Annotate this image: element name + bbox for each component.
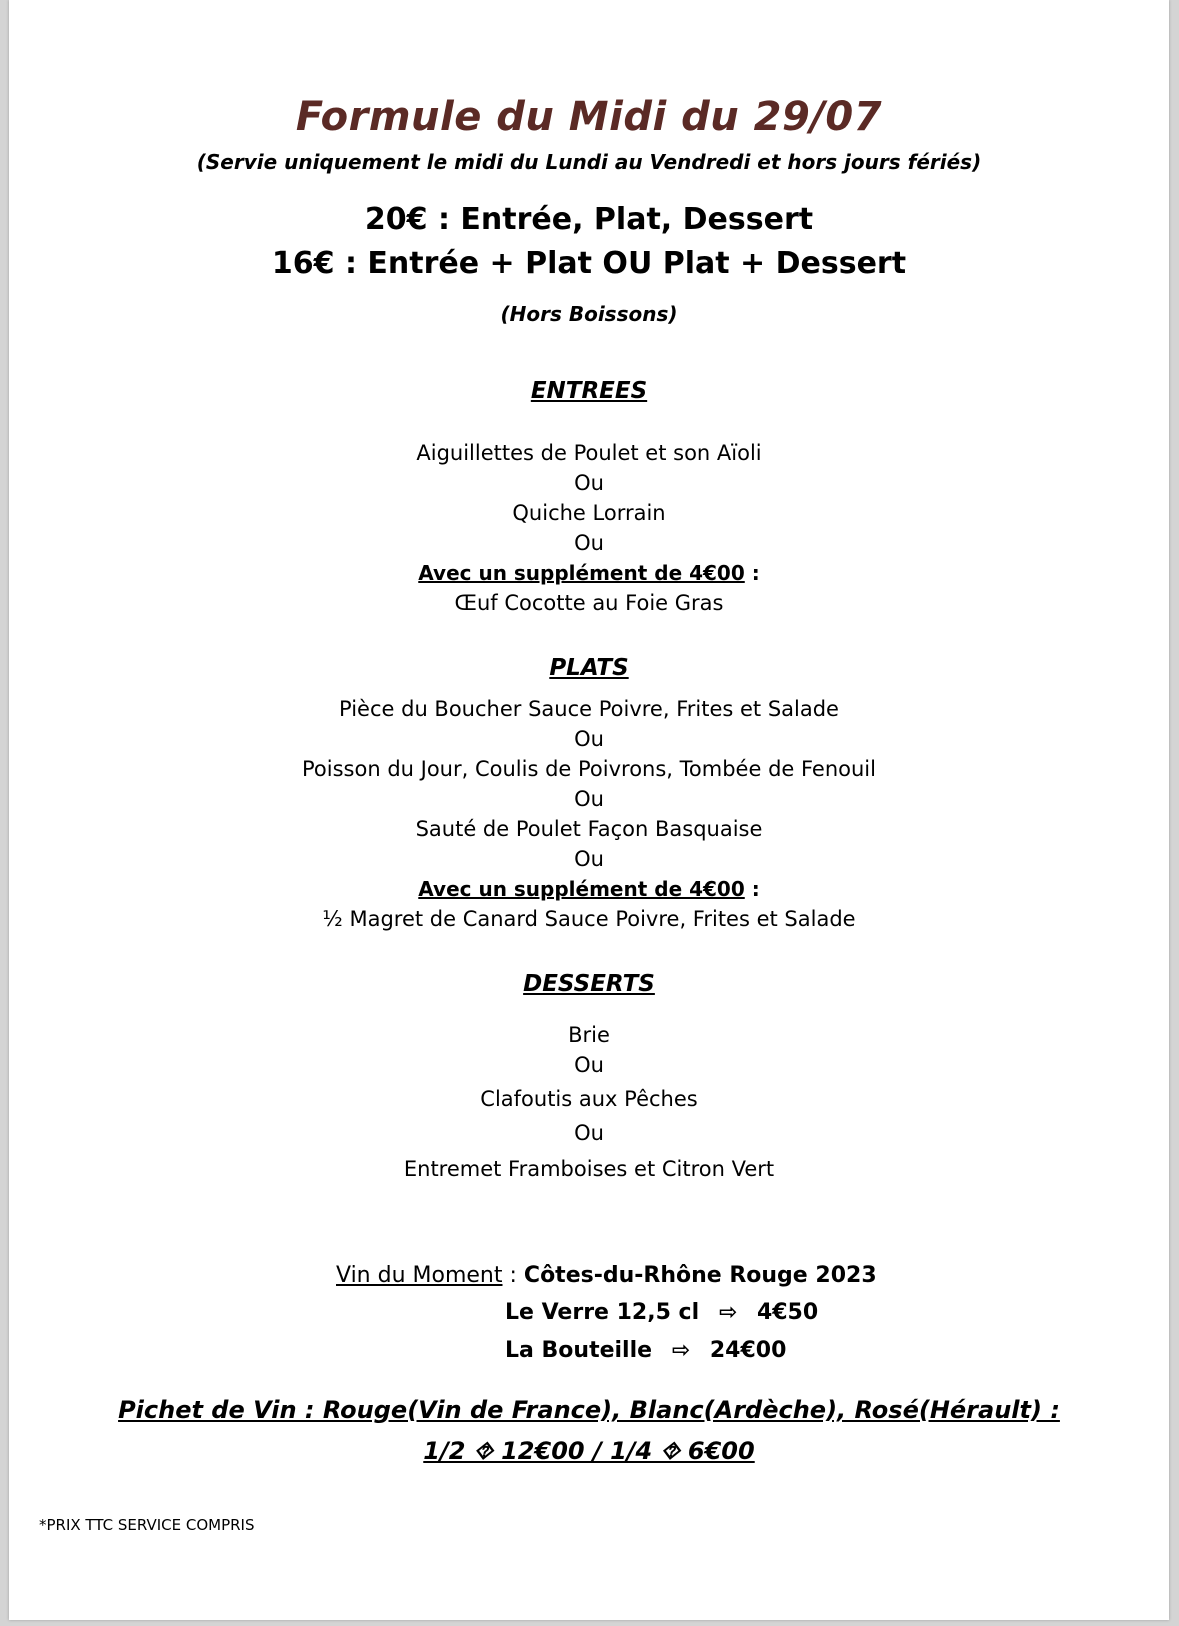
price-footnote: *PRIX TTC SERVICE COMPRIS — [39, 1516, 255, 1534]
or-separator: Ou — [574, 727, 604, 751]
menu-page — [9, 0, 1169, 1620]
or-separator: Ou — [574, 787, 604, 811]
wine-name: Côtes-du-Rhône Rouge 2023 — [523, 1263, 877, 1288]
entrees-heading: ENTREES — [530, 378, 648, 404]
plat-item: ½ Magret de Canard Sauce Poivre, Frites et Salade — [322, 907, 856, 931]
price-partial-formula: 16€ : Entrée + Plat OU Plat + Dessert — [271, 246, 907, 281]
wine-bottle-price: 24€00 — [709, 1338, 787, 1363]
plat-item: Sauté de Poulet Façon Basquaise — [415, 817, 763, 841]
plat-item: Pièce du Boucher Sauce Poivre, Frites et Salade — [339, 697, 839, 721]
drinks-excluded-note: (Hors Boissons) — [500, 302, 678, 326]
or-separator: Ou — [574, 1053, 604, 1077]
pichet-prices: 1/2 ⯑ 12€00 / 1/4 ⯑ 6€00 — [423, 1437, 755, 1465]
plats-heading: PLATS — [549, 655, 629, 681]
wine-label: Vin du Moment — [336, 1263, 503, 1288]
wine-separator: : — [509, 1263, 517, 1288]
wine-bottle-label: La Bouteille — [505, 1338, 653, 1363]
dessert-item: Entremet Framboises et Citron Vert — [403, 1157, 775, 1181]
price-full-formula: 20€ : Entrée, Plat, Dessert — [364, 202, 814, 237]
wine-glass-price: 4€50 — [756, 1300, 819, 1325]
wine-glass-price-line — [505, 1300, 818, 1325]
supplement-colon: : — [751, 561, 760, 585]
entree-item: Œuf Cocotte au Foie Gras — [454, 591, 724, 615]
dessert-item: Clafoutis aux Pêches — [480, 1087, 698, 1111]
wine-bottle-price-line — [505, 1338, 786, 1363]
or-separator: Ou — [574, 471, 604, 495]
arrow-right-icon: ⇨ — [671, 1338, 691, 1363]
menu-subtitle: (Servie uniquement le midi du Lundi au Vendredi et hors jours fériés) — [196, 150, 982, 174]
supplement-colon: : — [751, 877, 760, 901]
plat-item: Poisson du Jour, Coulis de Poivrons, Tombée de Fenouil — [302, 757, 876, 781]
or-separator: Ou — [574, 1121, 604, 1145]
or-separator: Ou — [574, 847, 604, 871]
wine-of-the-moment — [336, 1263, 877, 1288]
entree-item: Quiche Lorrain — [512, 501, 666, 525]
supplement-line — [9, 561, 1169, 585]
entree-item: Aiguillettes de Poulet et son Aïoli — [416, 441, 762, 465]
dessert-item: Brie — [568, 1023, 610, 1047]
supplement-text: Avec un supplément de 4€00 — [418, 561, 745, 585]
wine-glass-label: Le Verre 12,5 cl — [505, 1300, 700, 1325]
or-separator: Ou — [574, 531, 604, 555]
desserts-heading: DESSERTS — [523, 971, 655, 997]
supplement-line — [9, 877, 1169, 901]
supplement-text: Avec un supplément de 4€00 — [418, 877, 745, 901]
menu-title: Formule du Midi du 29/07 — [295, 94, 883, 140]
pichet-line: Pichet de Vin : Rouge(Vin de France), Blanc(Ardèche), Rosé(Hérault) : — [118, 1396, 1060, 1424]
arrow-right-icon: ⇨ — [718, 1300, 738, 1325]
